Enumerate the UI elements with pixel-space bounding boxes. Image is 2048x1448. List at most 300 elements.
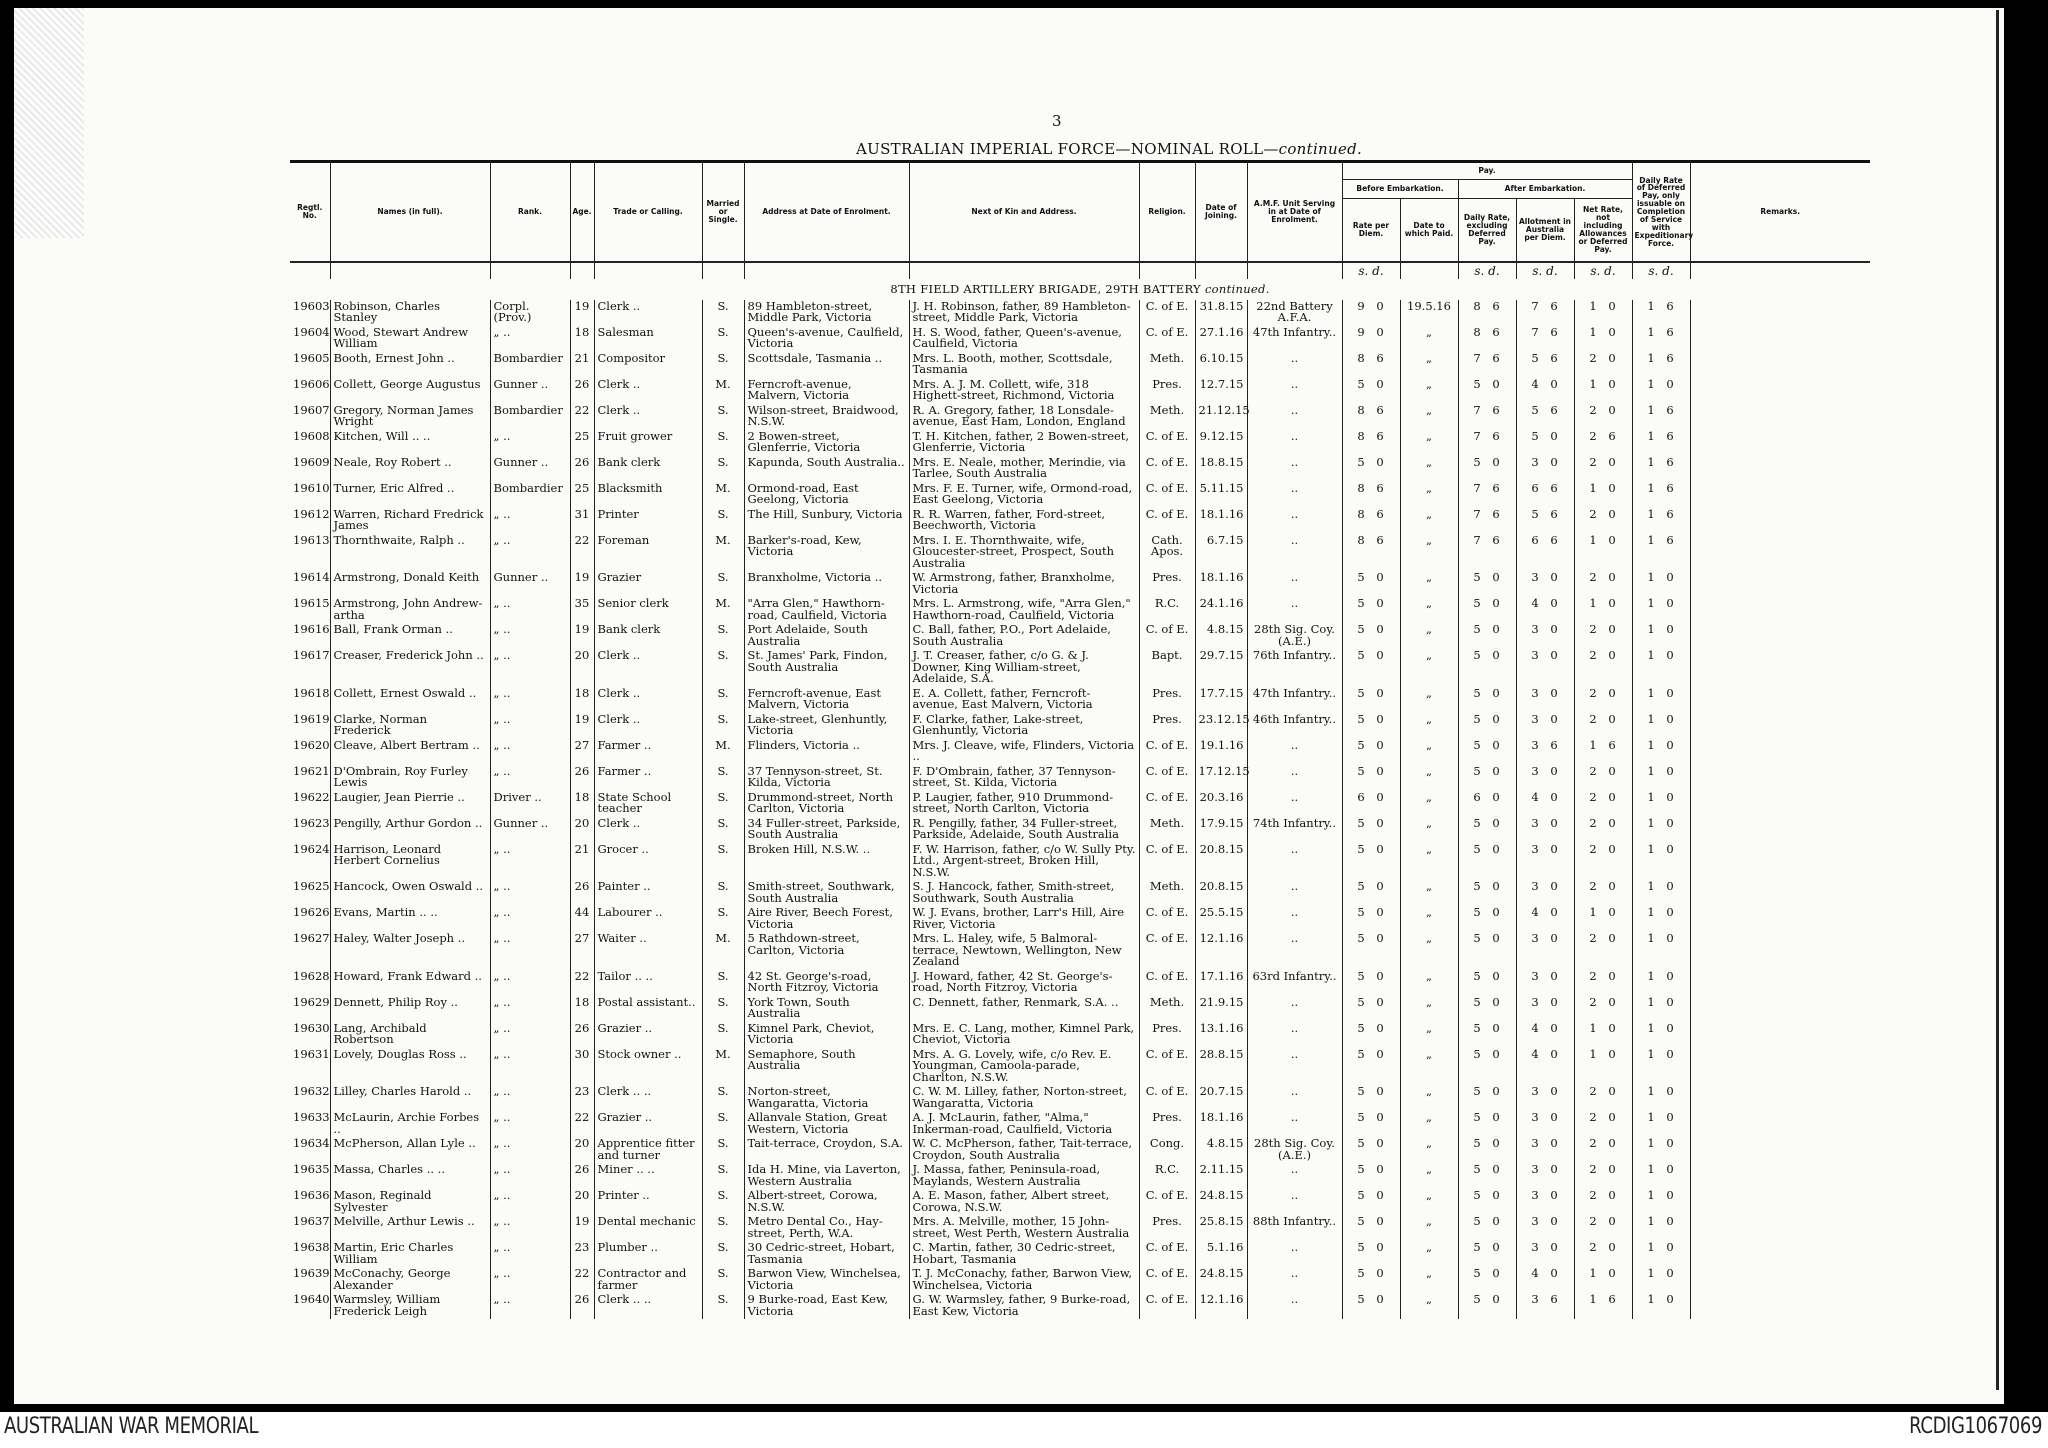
cell-amf-unit: ..: [1247, 765, 1342, 791]
cell-next-of-kin: T. H. Kitchen, father, 2 Bowen-street, Glenferrie, Victoria: [909, 430, 1139, 456]
cell-age: 26: [570, 1293, 594, 1319]
cell-remarks: [1690, 649, 1870, 687]
cell-trade: Printer: [594, 508, 702, 534]
cell-religion: Pres.: [1139, 687, 1195, 713]
cell-rate-per-diem: 5 0: [1342, 932, 1400, 970]
cell-religion: Meth.: [1139, 404, 1195, 430]
cell-married-single: M.: [702, 378, 744, 404]
cell-trade: Tailor .. ..: [594, 970, 702, 996]
table-row: [290, 1085, 1870, 1111]
cell-age: 25: [570, 430, 594, 456]
cell-remarks: [1690, 430, 1870, 456]
cell-address: Kimnel Park, Cheviot, Victoria: [744, 1022, 909, 1048]
cell-next-of-kin: Mrs. I. E. Thornthwaite, wife, Gloucester-street, Prospect, South Australia: [909, 534, 1139, 572]
cell-daily-rate: 5 0: [1458, 765, 1516, 791]
table-row: [290, 713, 1870, 739]
cell-rate-per-diem: 5 0: [1342, 1293, 1400, 1319]
cell-age: 23: [570, 1241, 594, 1267]
cell-net-rate: 1 6: [1574, 1293, 1632, 1319]
cell-religion: C. of E.: [1139, 1048, 1195, 1086]
table-row: [290, 817, 1870, 843]
cell-net-rate: 2 0: [1574, 713, 1632, 739]
cell-regtl-no: 19620: [293, 737, 330, 752]
header-married: Married or Single.: [702, 162, 744, 263]
cell-amf-unit: ..: [1247, 571, 1342, 597]
header-age: Age.: [570, 162, 594, 263]
cell-rank: „ ..: [490, 996, 570, 1022]
cell-address: Norton-street, Wangaratta, Victoria: [744, 1085, 909, 1111]
cell-trade: Clerk ..: [594, 404, 702, 430]
cell-rate-per-diem: 5 0: [1342, 649, 1400, 687]
cell-date-paid: „: [1400, 571, 1458, 597]
cell-married-single: S.: [702, 880, 744, 906]
cell-age: 22: [570, 404, 594, 430]
cell-date-joining: 29.7.15: [1195, 649, 1247, 687]
cell-age: 19: [570, 1215, 594, 1241]
cell-allotment: 3 0: [1516, 1215, 1574, 1241]
cell-regtl-no: 19603: [293, 298, 330, 313]
cell-date-joining: 13.1.16: [1195, 1022, 1247, 1048]
header-next-of-kin: Next of Kin and Address.: [909, 162, 1139, 263]
cell-married-single: S.: [702, 906, 744, 932]
cell-allotment: 3 0: [1516, 932, 1574, 970]
cell-next-of-kin: W. C. McPherson, father, Tait-terrace, Croydon, South Australia: [909, 1137, 1139, 1163]
cell-age: 26: [570, 880, 594, 906]
cell-allotment: 7 6: [1516, 300, 1574, 326]
cell-trade: Blacksmith: [594, 482, 702, 508]
cell-married-single: S.: [702, 1241, 744, 1267]
cell-trade: Grocer ..: [594, 843, 702, 881]
cell-allotment: 3 0: [1516, 1111, 1574, 1137]
cell-amf-unit: ..: [1247, 352, 1342, 378]
cell-remarks: [1690, 1048, 1870, 1086]
cell-date-paid: „: [1400, 1111, 1458, 1137]
cell-remarks: [1690, 996, 1870, 1022]
cell-net-rate: 2 0: [1574, 571, 1632, 597]
cell-age: 31: [570, 508, 594, 534]
cell-name: Lang, Archibald Robertson: [330, 1022, 490, 1048]
cell-address: Semaphore, South Australia: [744, 1048, 909, 1086]
cell-deferred-pay: 1 0: [1632, 1241, 1690, 1267]
cell-regtl-no: 19623: [293, 815, 330, 830]
cell-regtl-no: 19640: [293, 1292, 330, 1306]
cell-regtl-no: 19615: [293, 596, 330, 610]
cell-deferred-pay: 1 6: [1632, 456, 1690, 482]
cell-address: 34 Fuller-street, Parkside, South Australia: [744, 817, 909, 843]
header-remarks: Remarks.: [1690, 162, 1870, 263]
cell-net-rate: 2 0: [1574, 456, 1632, 482]
cell-regtl-no: 19639: [293, 1266, 330, 1280]
cell-daily-rate: 5 0: [1458, 571, 1516, 597]
cell-deferred-pay: 1 0: [1632, 378, 1690, 404]
cell-deferred-pay: 1 0: [1632, 791, 1690, 817]
cell-rate-per-diem: 5 0: [1342, 843, 1400, 881]
cell-remarks: [1690, 508, 1870, 534]
cell-address: Tait-terrace, Croydon, S.A.: [744, 1137, 909, 1163]
cell-net-rate: 1 0: [1574, 326, 1632, 352]
cell-date-paid: „: [1400, 534, 1458, 572]
document-title-main: AUSTRALIAN IMPERIAL FORCE—NOMINAL ROLL—: [856, 140, 1279, 158]
cell-date-joining: 18.1.16: [1195, 1111, 1247, 1137]
cell-net-rate: 2 0: [1574, 1111, 1632, 1137]
cell-deferred-pay: 1 0: [1632, 906, 1690, 932]
cell-married-single: M.: [702, 597, 744, 623]
cell-daily-rate: 5 0: [1458, 1163, 1516, 1189]
cell-next-of-kin: C. Dennett, father, Renmark, S.A. ..: [909, 996, 1139, 1022]
cell-date-joining: 21.12.15: [1195, 404, 1247, 430]
header-after-embarkation: After Embarkation.: [1458, 180, 1632, 199]
cell-address: 2 Bowen-street, Glenferrie, Victoria: [744, 430, 909, 456]
cell-deferred-pay: 1 0: [1632, 1267, 1690, 1293]
cell-next-of-kin: R. R. Warren, father, Ford-street, Beechworth, Victoria: [909, 508, 1139, 534]
header-amf-unit: A.M.F. Unit Serving in at Date of Enrolment.: [1247, 162, 1342, 263]
page-number: 3: [1052, 112, 1062, 130]
cell-address: Kapunda, South Australia..: [744, 456, 909, 482]
cell-deferred-pay: 1 0: [1632, 1137, 1690, 1163]
cell-daily-rate: 5 0: [1458, 597, 1516, 623]
cell-name: Mason, Reginald Sylvester: [330, 1189, 490, 1215]
cell-religion: Meth.: [1139, 996, 1195, 1022]
cell-date-paid: „: [1400, 765, 1458, 791]
cell-next-of-kin: Mrs. L. Booth, mother, Scottsdale, Tasmania: [909, 352, 1139, 378]
cell-deferred-pay: 1 0: [1632, 739, 1690, 765]
cell-trade: Clerk .. ..: [594, 1293, 702, 1319]
cell-deferred-pay: 1 0: [1632, 1048, 1690, 1086]
cell-date-paid: „: [1400, 739, 1458, 765]
cell-net-rate: 2 0: [1574, 1215, 1632, 1241]
cell-rank: „ ..: [490, 906, 570, 932]
cell-amf-unit: ..: [1247, 791, 1342, 817]
cell-amf-unit: ..: [1247, 534, 1342, 572]
cell-deferred-pay: 1 0: [1632, 1163, 1690, 1189]
cell-trade: Clerk .. ..: [594, 1085, 702, 1111]
cell-next-of-kin: Mrs. J. Cleave, wife, Flinders, Victoria ..: [909, 739, 1139, 765]
cell-trade: Miner .. ..: [594, 1163, 702, 1189]
cell-amf-unit: ..: [1247, 430, 1342, 456]
cell-trade: Grazier ..: [594, 1022, 702, 1048]
cell-regtl-no: 19621: [293, 763, 330, 778]
cell-net-rate: 2 0: [1574, 352, 1632, 378]
cell-address: Albert-street, Corowa, N.S.W.: [744, 1189, 909, 1215]
cell-married-single: S.: [702, 1022, 744, 1048]
cell-trade: State School teacher: [594, 791, 702, 817]
cell-married-single: M.: [702, 739, 744, 765]
cell-rank: „ ..: [490, 1137, 570, 1163]
cell-remarks: [1690, 352, 1870, 378]
cell-date-joining: 19.1.16: [1195, 739, 1247, 765]
cell-date-paid: „: [1400, 1241, 1458, 1267]
cell-name: Turner, Eric Alfred ..: [330, 482, 490, 508]
cell-net-rate: 1 0: [1574, 1022, 1632, 1048]
cell-rank: „ ..: [490, 1048, 570, 1086]
cell-date-joining: 27.1.16: [1195, 326, 1247, 352]
cell-rate-per-diem: 5 0: [1342, 456, 1400, 482]
cell-married-single: S.: [702, 843, 744, 881]
cell-remarks: [1690, 1189, 1870, 1215]
cell-rate-per-diem: 5 0: [1342, 1267, 1400, 1293]
cell-trade: Farmer ..: [594, 765, 702, 791]
cell-age: 25: [570, 482, 594, 508]
cell-rate-per-diem: 5 0: [1342, 765, 1400, 791]
cell-net-rate: 1 0: [1574, 300, 1632, 326]
table-row: [290, 571, 1870, 597]
table-row: [290, 1189, 1870, 1215]
cell-address: Ida H. Mine, via Laverton, Western Australia: [744, 1163, 909, 1189]
cell-net-rate: 1 0: [1574, 597, 1632, 623]
cell-date-paid: „: [1400, 1022, 1458, 1048]
cell-next-of-kin: W. Armstrong, father, Branxholme, Victoria: [909, 571, 1139, 597]
cell-rank: „ ..: [490, 843, 570, 881]
cell-remarks: [1690, 765, 1870, 791]
cell-rate-per-diem: 5 0: [1342, 378, 1400, 404]
cell-daily-rate: 5 0: [1458, 1241, 1516, 1267]
cell-rank: „ ..: [490, 1241, 570, 1267]
cell-date-paid: „: [1400, 1048, 1458, 1086]
cell-deferred-pay: 1 0: [1632, 1215, 1690, 1241]
cell-remarks: [1690, 378, 1870, 404]
cell-amf-unit: ..: [1247, 1048, 1342, 1086]
cell-amf-unit: 22nd Battery A.F.A.: [1247, 300, 1342, 326]
cell-rank: „ ..: [490, 430, 570, 456]
cell-age: 19: [570, 571, 594, 597]
cell-date-paid: „: [1400, 880, 1458, 906]
cell-remarks: [1690, 300, 1870, 326]
table-row: [290, 456, 1870, 482]
header-address: Address at Date of Enrolment.: [744, 162, 909, 263]
sd-spacer: [290, 262, 330, 279]
cell-regtl-no: 19610: [293, 480, 330, 495]
cell-age: 27: [570, 739, 594, 765]
cell-deferred-pay: 1 6: [1632, 482, 1690, 508]
cell-married-single: M.: [702, 482, 744, 508]
cell-rank: „ ..: [490, 623, 570, 649]
cell-daily-rate: 5 0: [1458, 1022, 1516, 1048]
table-row: [290, 378, 1870, 404]
cell-address: 89 Hambleton-street, Middle Park, Victoria: [744, 300, 909, 326]
cell-married-single: S.: [702, 404, 744, 430]
cell-date-paid: „: [1400, 623, 1458, 649]
cell-rate-per-diem: 5 0: [1342, 906, 1400, 932]
cell-date-paid: „: [1400, 1085, 1458, 1111]
cell-date-joining: 6.7.15: [1195, 534, 1247, 572]
cell-religion: C. of E.: [1139, 906, 1195, 932]
cell-date-joining: 28.8.15: [1195, 1048, 1247, 1086]
sd-label-net: s. d.: [1574, 262, 1632, 279]
document-title: [856, 140, 1362, 158]
cell-net-rate: 2 0: [1574, 817, 1632, 843]
cell-net-rate: 1 0: [1574, 1048, 1632, 1086]
cell-allotment: 4 0: [1516, 906, 1574, 932]
cell-amf-unit: 76th Infantry..: [1247, 649, 1342, 687]
cell-rank: „ ..: [490, 713, 570, 739]
cell-age: 18: [570, 791, 594, 817]
cell-married-single: S.: [702, 571, 744, 597]
cell-next-of-kin: C. Martin, father, 30 Cedric-street, Hobart, Tasmania: [909, 1241, 1139, 1267]
cell-deferred-pay: 1 0: [1632, 713, 1690, 739]
footer-record-id: RCDIG1067069: [1909, 1414, 2042, 1439]
cell-age: 19: [570, 300, 594, 326]
table-row: [290, 1241, 1870, 1267]
cell-trade: Clerk ..: [594, 378, 702, 404]
cell-address: Lake-street, Glenhuntly, Victoria: [744, 713, 909, 739]
cell-religion: C. of E.: [1139, 456, 1195, 482]
cell-deferred-pay: 1 0: [1632, 843, 1690, 881]
cell-regtl-no: 19606: [293, 376, 330, 391]
cell-net-rate: 2 0: [1574, 623, 1632, 649]
cell-address: Smith-street, Southwark, South Australia: [744, 880, 909, 906]
cell-religion: C. of E.: [1139, 932, 1195, 970]
cell-age: 35: [570, 597, 594, 623]
cell-regtl-no: 19618: [293, 685, 330, 700]
cell-religion: R.C.: [1139, 1163, 1195, 1189]
cell-address: York Town, South Australia: [744, 996, 909, 1022]
cell-daily-rate: 5 0: [1458, 739, 1516, 765]
cell-amf-unit: ..: [1247, 404, 1342, 430]
cell-rate-per-diem: 5 0: [1342, 571, 1400, 597]
cell-address: 42 St. George's-road, North Fitzroy, Victoria: [744, 970, 909, 996]
cell-remarks: [1690, 906, 1870, 932]
cell-regtl-no: 19624: [293, 841, 330, 856]
cell-net-rate: 2 0: [1574, 649, 1632, 687]
cell-allotment: 6 6: [1516, 534, 1574, 572]
cell-married-single: S.: [702, 1215, 744, 1241]
cell-age: 20: [570, 817, 594, 843]
cell-daily-rate: 7 6: [1458, 352, 1516, 378]
cell-next-of-kin: A. E. Mason, father, Albert street, Corowa, N.S.W.: [909, 1189, 1139, 1215]
cell-date-joining: 25.5.15: [1195, 906, 1247, 932]
cell-amf-unit: 74th Infantry..: [1247, 817, 1342, 843]
cell-religion: Pres.: [1139, 1022, 1195, 1048]
cell-deferred-pay: 1 0: [1632, 571, 1690, 597]
cell-age: 22: [570, 534, 594, 572]
cell-next-of-kin: S. J. Hancock, father, Smith-street, Southwark, South Australia: [909, 880, 1139, 906]
cell-next-of-kin: G. W. Warmsley, father, 9 Burke-road, East Kew, Victoria: [909, 1293, 1139, 1319]
cell-address: Ferncroft-avenue, Malvern, Victoria: [744, 378, 909, 404]
cell-married-single: S.: [702, 1189, 744, 1215]
cell-next-of-kin: J. H. Robinson, father, 89 Hambleton-street, Middle Park, Victoria: [909, 300, 1139, 326]
cell-net-rate: 2 0: [1574, 1085, 1632, 1111]
cell-next-of-kin: J. Massa, father, Peninsula-road, Maylands, Western Australia: [909, 1163, 1139, 1189]
cell-date-paid: „: [1400, 326, 1458, 352]
cell-amf-unit: ..: [1247, 1267, 1342, 1293]
cell-net-rate: 1 0: [1574, 534, 1632, 572]
cell-name: Creaser, Frederick John ..: [330, 649, 490, 687]
cell-remarks: [1690, 456, 1870, 482]
cell-married-single: S.: [702, 1111, 744, 1137]
cell-next-of-kin: Mrs. A. Melville, mother, 15 John-street, West Perth, Western Australia: [909, 1215, 1139, 1241]
cell-religion: C. of E.: [1139, 1267, 1195, 1293]
cell-regtl-no: 19607: [293, 402, 330, 417]
cell-rank: „ ..: [490, 765, 570, 791]
cell-daily-rate: 7 6: [1458, 508, 1516, 534]
footer-bar: [0, 1412, 2048, 1448]
table-row: [290, 508, 1870, 534]
cell-amf-unit: 88th Infantry..: [1247, 1215, 1342, 1241]
cell-date-paid: „: [1400, 996, 1458, 1022]
cell-age: 30: [570, 1048, 594, 1086]
cell-date-joining: 24.8.15: [1195, 1267, 1247, 1293]
cell-address: The Hill, Sunbury, Victoria: [744, 508, 909, 534]
cell-rate-per-diem: 5 0: [1342, 1048, 1400, 1086]
cell-rate-per-diem: 5 0: [1342, 713, 1400, 739]
footer-archive-name: AUSTRALIAN WAR MEMORIAL: [4, 1414, 259, 1439]
cell-date-paid: „: [1400, 1163, 1458, 1189]
cell-daily-rate: 5 0: [1458, 1085, 1516, 1111]
cell-religion: Pres.: [1139, 571, 1195, 597]
cell-regtl-no: 19614: [293, 570, 330, 584]
cell-name: Massa, Charles .. ..: [330, 1163, 490, 1189]
cell-deferred-pay: 1 6: [1632, 326, 1690, 352]
cell-remarks: [1690, 404, 1870, 430]
cell-net-rate: 2 0: [1574, 404, 1632, 430]
cell-rate-per-diem: 5 0: [1342, 880, 1400, 906]
cell-date-joining: 20.8.15: [1195, 880, 1247, 906]
cell-age: 26: [570, 378, 594, 404]
cell-address: Aire River, Beech Forest, Victoria: [744, 906, 909, 932]
cell-date-joining: 17.9.15: [1195, 817, 1247, 843]
cell-trade: Clerk ..: [594, 687, 702, 713]
cell-married-single: S.: [702, 996, 744, 1022]
cell-next-of-kin: W. J. Evans, brother, Larr's Hill, Aire River, Victoria: [909, 906, 1139, 932]
cell-regtl-no: 19605: [293, 350, 330, 365]
cell-allotment: 3 0: [1516, 1137, 1574, 1163]
cell-net-rate: 1 6: [1574, 739, 1632, 765]
cell-age: 26: [570, 1022, 594, 1048]
table-row: [290, 597, 1870, 623]
table-row: [290, 906, 1870, 932]
cell-married-single: S.: [702, 649, 744, 687]
cell-daily-rate: 7 6: [1458, 534, 1516, 572]
cell-date-joining: 5.1.16: [1195, 1241, 1247, 1267]
table-row: [290, 932, 1870, 970]
cell-date-joining: 20.8.15: [1195, 843, 1247, 881]
cell-married-single: S.: [702, 1085, 744, 1111]
cell-next-of-kin: P. Laugier, father, 910 Drummond-street, North Carlton, Victoria: [909, 791, 1139, 817]
cell-remarks: [1690, 817, 1870, 843]
cell-rate-per-diem: 8 6: [1342, 482, 1400, 508]
cell-address: Barwon View, Winchelsea, Victoria: [744, 1267, 909, 1293]
cell-trade: Farmer ..: [594, 739, 702, 765]
cell-allotment: 3 0: [1516, 713, 1574, 739]
cell-married-single: S.: [702, 817, 744, 843]
cell-age: 22: [570, 1267, 594, 1293]
cell-married-single: M.: [702, 534, 744, 572]
header-allotment: Allotment in Australia per Diem.: [1516, 199, 1574, 263]
cell-date-paid: „: [1400, 508, 1458, 534]
cell-age: 20: [570, 1189, 594, 1215]
cell-rate-per-diem: 5 0: [1342, 970, 1400, 996]
cell-date-joining: 2.11.15: [1195, 1163, 1247, 1189]
cell-net-rate: 2 6: [1574, 430, 1632, 456]
cell-regtl-no: 19632: [293, 1084, 330, 1098]
cell-address: Scottsdale, Tasmania ..: [744, 352, 909, 378]
cell-rank: „ ..: [490, 970, 570, 996]
cell-trade: Postal assistant..: [594, 996, 702, 1022]
table-row: [290, 300, 1870, 326]
cell-trade: Clerk ..: [594, 713, 702, 739]
cell-deferred-pay: 1 0: [1632, 1189, 1690, 1215]
cell-date-paid: 19.5.16: [1400, 300, 1458, 326]
cell-next-of-kin: C. W. M. Lilley, father, Norton-street, Wangaratta, Victoria: [909, 1085, 1139, 1111]
cell-address: Metro Dental Co., Hay-street, Perth, W.A.: [744, 1215, 909, 1241]
cell-remarks: [1690, 1137, 1870, 1163]
cell-daily-rate: 6 0: [1458, 791, 1516, 817]
cell-trade: Compositor: [594, 352, 702, 378]
cell-daily-rate: 5 0: [1458, 456, 1516, 482]
cell-age: 19: [570, 623, 594, 649]
cell-allotment: 4 0: [1516, 791, 1574, 817]
cell-age: 26: [570, 456, 594, 482]
